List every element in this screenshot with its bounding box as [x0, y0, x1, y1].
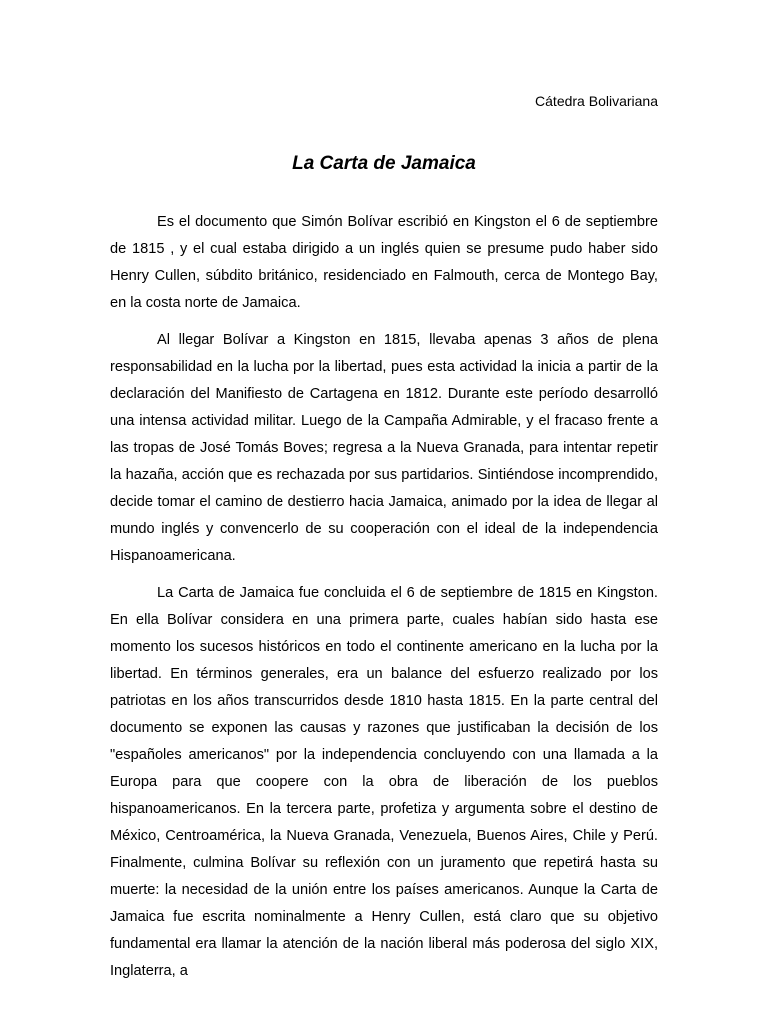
paragraph-1: Es el documento que Simón Bolívar escribió en Kingston el 6 de septiembre de 1815 , y el cual estaba dirigido a un inglés quien se presume pudo haber sido Henry Cullen, súbdito británico, residenciado en Falmouth, cerca de Montego Bay, en la costa norte de Jamaica. — [110, 214, 658, 311]
paragraph-3: La Carta de Jamaica fue concluida el 6 de septiembre de 1815 en Kingston. En ella Bolívar considera en una primera parte, cuales habían sido hasta ese momento los sucesos históricos en todo el continente americano en la lucha por la libertad. En términos generales, era un balance del esfuerzo realizado por los patriotas en los años transcurridos desde 1810 hasta 1815. En la parte central del documento se exponen las causas y razones que justificaban la decisión de los "españoles americanos" por la independencia concluyendo con una llamada a la Europa para que coopere con la obra de liberación de los pueblos hispanoamericanos. En la tercera parte, profetiza y argumenta sobre el destino de México, Centroamérica, la Nueva Granada, Venezuela, Buenos Aires, Chile y Perú. Finalmente, culmina Bolívar su reflexión con un juramento que repetirá hasta su muerte: la necesidad de la unión entre los países americanos. Aunque la Carta de Jamaica fue escrita nominalmente a Henry Cullen, está claro que su objetivo fundamental era llamar la atención de la nación liberal más poderosa del siglo XIX, Inglaterra, a — [110, 585, 658, 979]
document-body — [110, 209, 658, 995]
paragraph-2: Al llegar Bolívar a Kingston en 1815, llevaba apenas 3 años de plena responsabilidad en la lucha por la libertad, pues esta actividad la inicia a partir de la declaración del Manifiesto de Cartagena en 1812. Durante este período desarrolló una intensa actividad militar. Luego de la Campaña Admirable, y el fracaso frente a las tropas de José Tomás Boves; regresa a la Nueva Granada, para intentar repetir la hazaña, acción que es rechazada por sus partidarios. Sintiéndose incomprendido, decide tomar el camino de destierro hacia Jamaica, animado por la idea de llegar al mundo inglés y convencerlo de su cooperación con el ideal de la independencia Hispanoamericana. — [110, 332, 658, 564]
page-header: Cátedra Bolivariana — [535, 93, 658, 109]
document-title: La Carta de Jamaica — [292, 153, 476, 174]
